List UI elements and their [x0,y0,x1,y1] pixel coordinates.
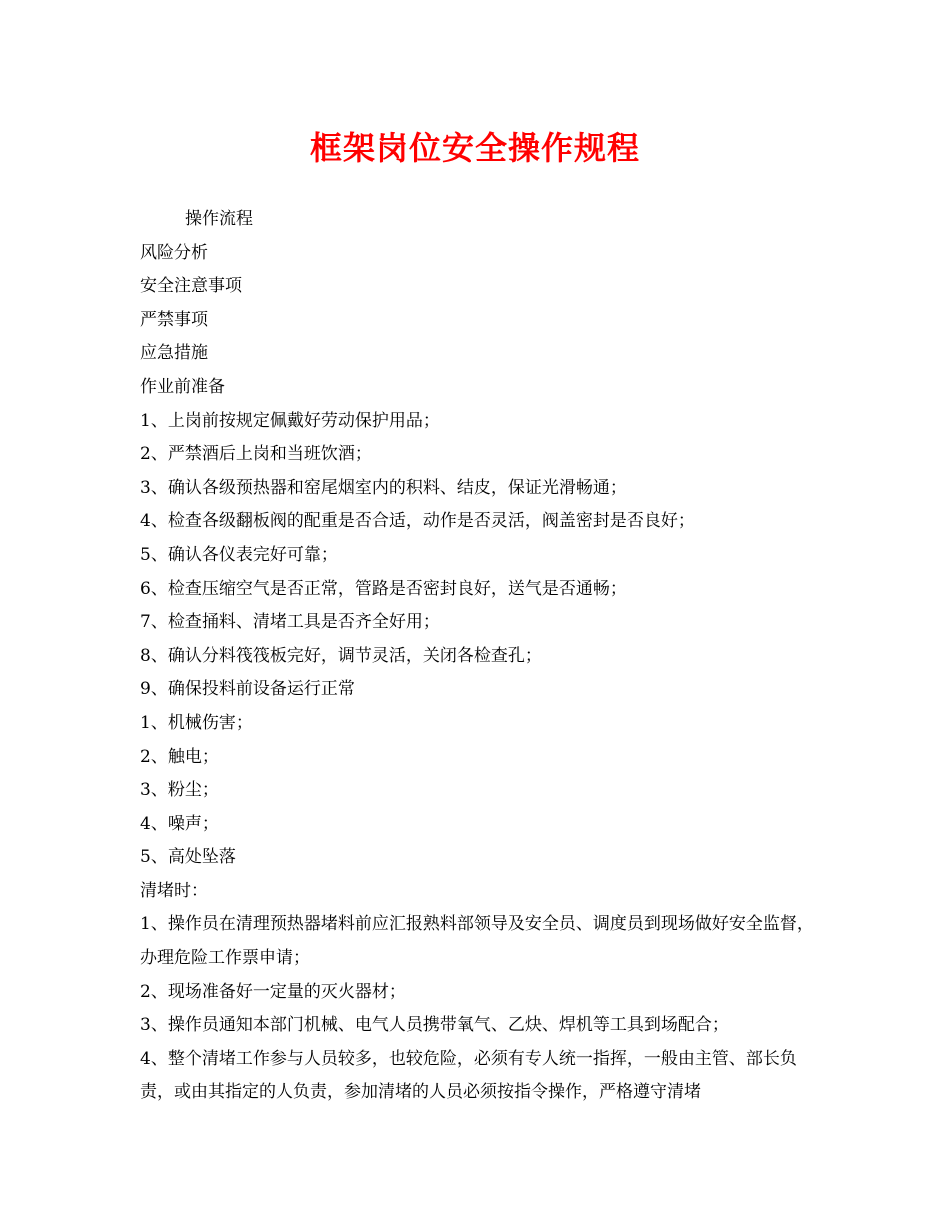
list-item: 2、现场准备好一定量的灭火器材； [140,981,406,1002]
list-item: 4、检查各级翻板阀的配重是否合适，动作是否灵活，阀盖密封是否良好； [140,511,695,532]
list-item: 3、操作员通知本部门机械、电气人员携带氧气、乙炔、焊机等工具到场配合； [140,1015,729,1036]
paragraph-heading-safety-notes: 安全注意事项 [140,276,242,297]
list-item: 3、粉尘； [140,780,219,801]
list-item: 2、严禁酒后上岗和当班饮酒； [140,444,372,465]
list-item: 1、操作员在清理预热器堵料前应汇报熟料部领导及安全员、调度员到现场做好安全监督，办理危险工作票申请； [140,914,814,969]
list-item: 2、触电； [140,746,219,767]
paragraph-heading-preparation: 作业前准备 [140,376,225,397]
document-body [140,203,820,1110]
list-item: 4、整个清堵工作参与人员较多，也较危险，必须有专人统一指挥，一般由主管、部长负责，或由其指定的人负责，参加清堵的人员必须按指令操作，严格遵守清堵 [140,1048,797,1103]
list-item: 7、检查捅料、清堵工具是否齐全好用； [140,612,440,633]
list-item: 5、确认各仪表完好可靠； [140,544,338,565]
list-item: 1、上岗前按规定佩戴好劳动保护用品； [140,410,440,431]
list-item: 3、确认各级预热器和窑尾烟室内的积料、结皮，保证光滑畅通； [140,477,627,498]
paragraph-heading-operation-flow: 操作流程 [185,209,253,229]
paragraph-heading-prohibited: 严禁事项 [140,309,208,330]
list-item: 4、噪声； [140,813,219,834]
list-item: 1、机械伤害； [140,712,253,733]
document-title: 框架岗位安全操作规程 [309,129,640,167]
list-item: 5、高处坠落 [140,847,236,868]
list-item: 8、确认分料筏筏板完好，调节灵活，关闭各检查孔； [140,645,542,666]
paragraph-heading-unblocking: 清堵时： [140,880,208,901]
list-item: 6、检查压缩空气是否正常，管路是否密封良好，送气是否通畅； [140,578,627,599]
paragraph-heading-emergency: 应急措施 [140,343,208,364]
paragraph-heading-risk-analysis: 风险分析 [140,242,208,263]
list-item: 9、确保投料前设备运行正常 [140,679,355,700]
